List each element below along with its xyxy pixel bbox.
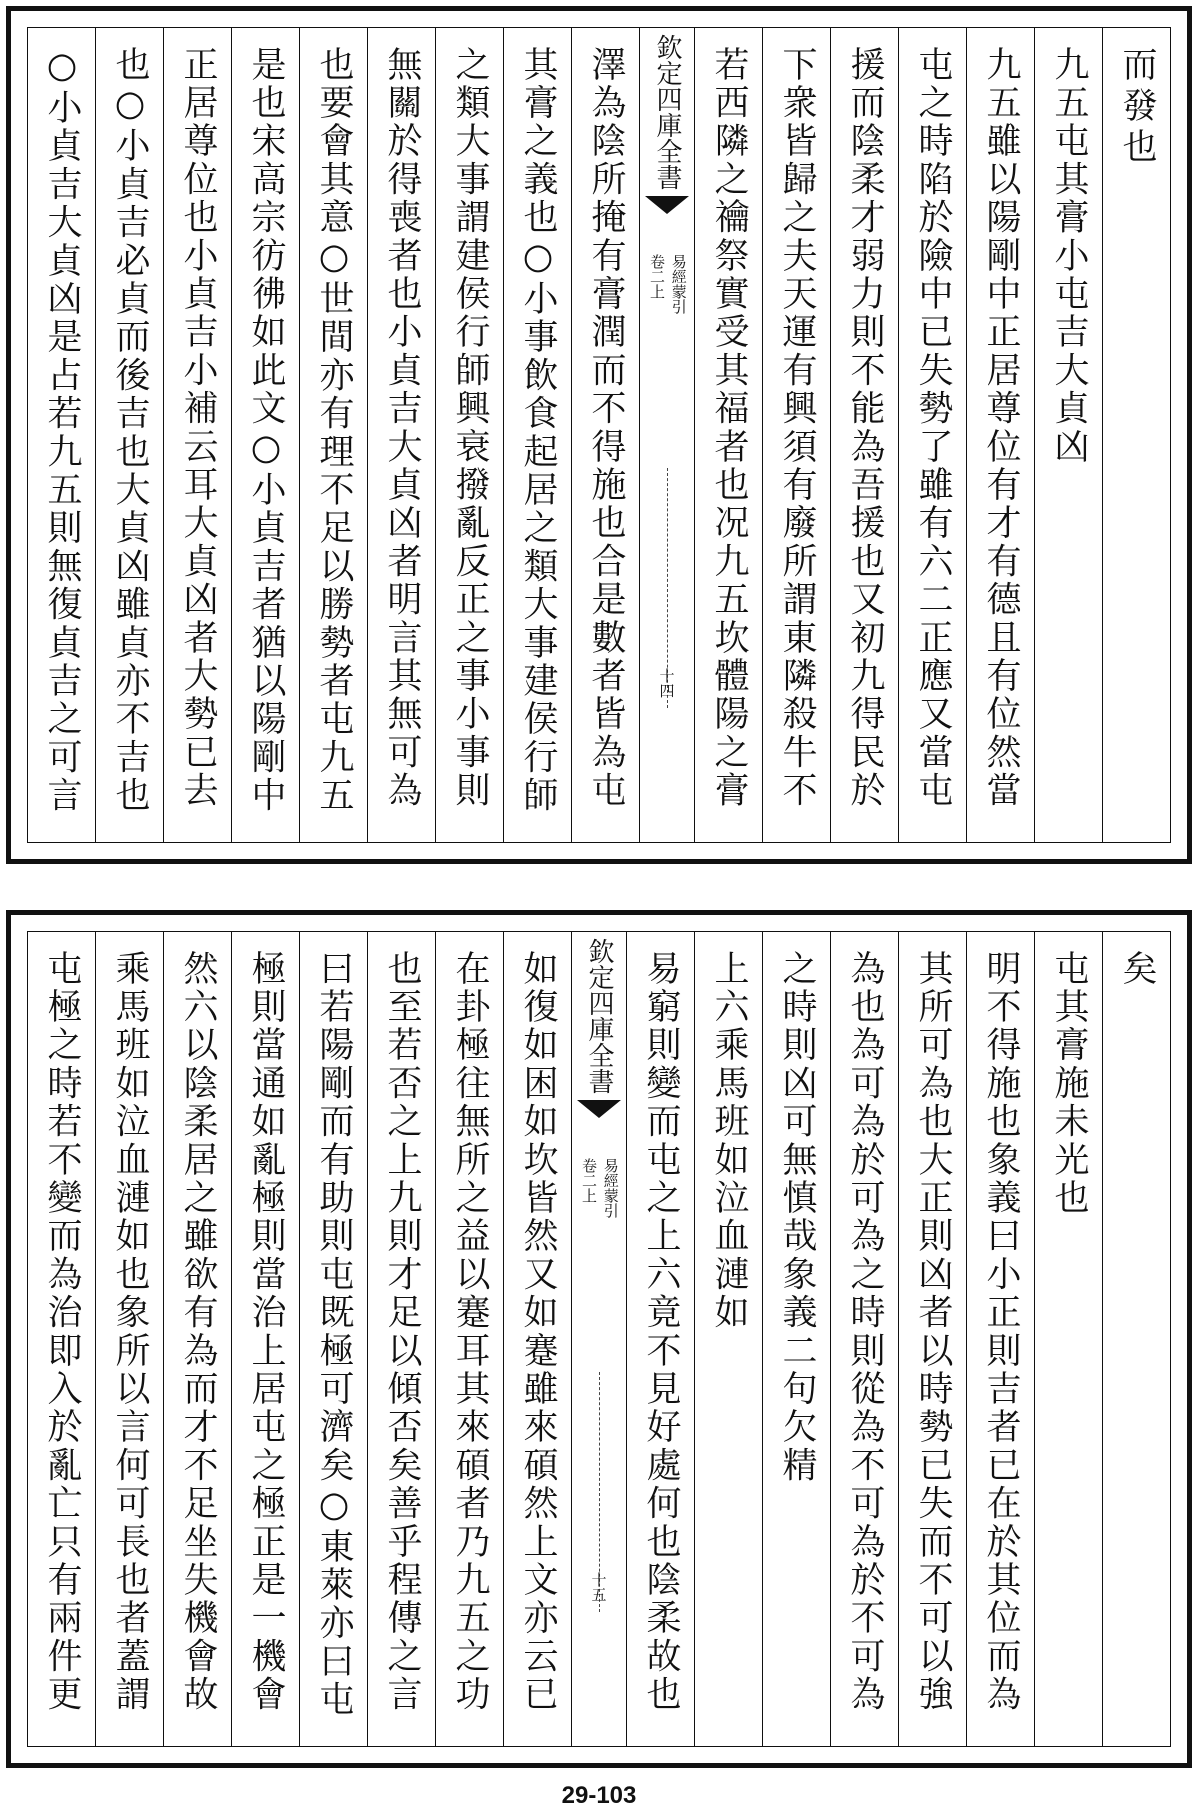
column-text: 之時則凶可無慎哉象義二句欠精 <box>777 950 817 1485</box>
column-text: ○小貞吉大貞凶是占若九五則無復貞吉之可言 <box>42 46 82 815</box>
text-column <box>1102 932 1170 1746</box>
column-text: 然六以陰柔居之雖欲有為而才不足坐失機會故 <box>178 950 218 1714</box>
text-column <box>95 932 163 1746</box>
column-text: 其膏之義也○小事飲食起居之類大事建侯行師 <box>518 46 558 815</box>
volume-label: 卷二上 <box>648 254 666 299</box>
text-columns-lower <box>27 931 1171 1747</box>
column-text: 上六乘馬班如泣血漣如 <box>709 950 749 1332</box>
text-column <box>299 28 367 842</box>
folio-number: 十五 <box>589 1572 608 1602</box>
text-column <box>28 28 95 842</box>
column-text: 正居尊位也小貞吉小補云耳大貞凶者大勢已去 <box>178 46 218 810</box>
text-column <box>231 28 299 842</box>
text-column <box>231 932 299 1746</box>
page-upper <box>6 6 1192 864</box>
column-text: 無關於得喪者也小貞吉大貞凶者明言其無可為 <box>382 46 422 810</box>
column-text: 援而陰柔才弱力則不能為吾援也又初九得民於 <box>845 46 885 810</box>
text-column <box>966 28 1034 842</box>
text-column <box>503 932 571 1746</box>
column-text: 乘馬班如泣血漣如也象所以言何可長也者蓋謂 <box>110 950 150 1714</box>
column-text: 如復如困如坎皆然又如蹇雖來碩然上文亦云已 <box>518 950 558 1714</box>
text-columns-upper <box>27 27 1171 843</box>
fish-tail-mark <box>577 1100 621 1118</box>
book-title: 易經蒙引 <box>669 254 688 314</box>
text-column <box>299 932 367 1746</box>
text-column <box>435 28 503 842</box>
column-text: 澤為陰所掩有膏潤而不得施也合是數者皆為屯 <box>586 46 626 810</box>
column-text: 也要會其意○世間亦有理不足以勝勢者屯九五 <box>314 46 354 815</box>
column-text: 易窮則變而屯之上六竟不見好處何也陰柔故也 <box>641 950 681 1714</box>
column-text: 屯之時陷於險中已失勢了雖有六二正應又當屯 <box>913 46 953 810</box>
text-column <box>367 932 435 1746</box>
column-text: 其所可為也大正則凶者以時勢已失而不可以強 <box>913 950 953 1714</box>
text-column <box>966 932 1034 1746</box>
text-column <box>435 932 503 1746</box>
column-text: 曰若陽剛而有助則屯既極可濟矣○東萊亦曰屯 <box>314 950 354 1719</box>
fold-subtitle <box>648 254 686 314</box>
column-text: 下衆皆歸之夫天運有興須有廢所謂東隣殺牛不 <box>777 46 817 810</box>
column-text: 若西隣之禴祭實受其福者也况九五坎體陽之膏 <box>709 46 749 810</box>
text-column <box>626 932 694 1746</box>
text-column <box>367 28 435 842</box>
text-column <box>95 28 163 842</box>
text-column <box>1102 28 1170 842</box>
column-text: 而發也 <box>1117 46 1157 169</box>
page-lower <box>6 910 1192 1768</box>
text-column <box>830 28 898 842</box>
column-text: 屯極之時若不變而為治即入於亂亡只有兩件更 <box>42 950 82 1714</box>
column-text: 為也為可為於可為之時則從為不可為於不可為 <box>845 950 885 1714</box>
text-column <box>571 28 639 842</box>
text-column <box>762 28 830 842</box>
column-text: 九五雖以陽剛中正居尊位有才有德且有位然當 <box>981 46 1021 810</box>
text-column <box>503 28 571 842</box>
column-text: 九五屯其膏小屯吉大貞凶 <box>1049 46 1089 467</box>
text-column <box>163 932 231 1746</box>
page-number: 29-103 <box>561 1782 637 1809</box>
text-column <box>898 932 966 1746</box>
book-title: 易經蒙引 <box>601 1158 620 1218</box>
text-column <box>1034 932 1102 1746</box>
text-column <box>1034 28 1102 842</box>
column-text: 極則當通如亂極則當治上居屯之極正是一機會 <box>246 950 286 1714</box>
volume-label: 卷二上 <box>580 1158 598 1203</box>
column-text: 屯其膏施未光也 <box>1049 950 1089 1218</box>
fold-subtitle <box>580 1158 618 1218</box>
fish-tail-mark <box>645 196 689 214</box>
folio-number: 十四 <box>657 668 676 698</box>
column-text: 矣 <box>1117 950 1157 991</box>
series-title: 欽定四庫全書 <box>652 34 682 190</box>
column-text: 也○小貞吉必貞而後吉也大貞凶雖貞亦不吉也 <box>110 46 150 815</box>
column-text: 也至若否之上九則才足以傾否矣善乎程傳之言 <box>382 950 422 1714</box>
text-column <box>898 28 966 842</box>
fold-strip <box>571 932 626 1746</box>
series-title: 欽定四庫全書 <box>584 938 614 1094</box>
text-column <box>28 932 95 1746</box>
text-column <box>694 28 762 842</box>
text-column <box>163 28 231 842</box>
column-text: 是也宋高宗彷彿如此文○小貞吉者猶以陽剛中 <box>246 46 286 815</box>
text-column <box>830 932 898 1746</box>
text-column <box>762 932 830 1746</box>
fold-strip <box>639 28 694 842</box>
column-text: 之類大事謂建侯行師興衰撥亂反正之事小事則 <box>450 46 490 810</box>
column-text: 明不得施也象義曰小正則吉者已在於其位而為 <box>981 950 1021 1714</box>
column-text: 在卦極往無所之益以蹇耳其來碩者乃九五之功 <box>450 950 490 1714</box>
text-column <box>694 932 762 1746</box>
